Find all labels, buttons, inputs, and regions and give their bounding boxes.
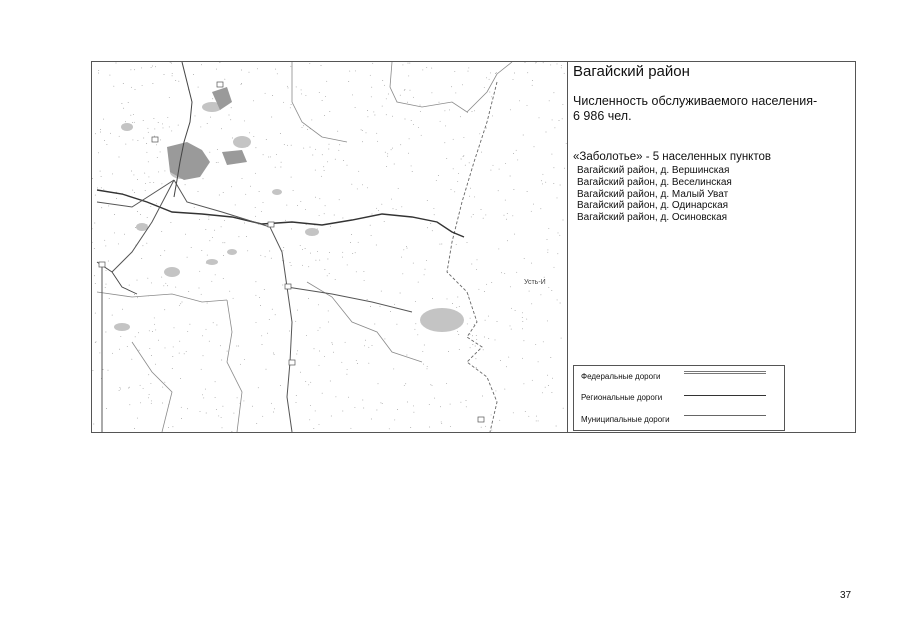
map-svg bbox=[92, 62, 567, 432]
village-item: Вагайский район, д. Осиновская bbox=[577, 212, 728, 224]
district-title: Вагайский район bbox=[573, 63, 690, 80]
legend-regional-line bbox=[684, 395, 766, 396]
forest-dot-pattern bbox=[92, 62, 567, 432]
info-panel bbox=[568, 62, 855, 432]
village-item: Вагайский район, д. Вершинская bbox=[577, 165, 730, 176]
legend-federal-line bbox=[684, 371, 766, 374]
road-legend bbox=[573, 365, 785, 431]
place-label-ust-i: Усть-И bbox=[524, 279, 546, 286]
village-item: Вагайский район, д. Веселинская bbox=[577, 176, 732, 188]
map-sheet-frame bbox=[91, 61, 856, 433]
district-border-east bbox=[447, 82, 497, 432]
district-boundaries bbox=[97, 62, 512, 432]
village-list bbox=[577, 165, 732, 224]
legend-municipal-label: Муниципальные дороги bbox=[581, 415, 670, 424]
population-label: Численность обслуживаемого населения- bbox=[573, 94, 818, 108]
population-value: 6 986 чел. bbox=[573, 109, 632, 123]
road-markers bbox=[99, 82, 484, 422]
page-number: 37 bbox=[840, 590, 852, 601]
legend-federal-label: Федеральные дороги bbox=[581, 372, 661, 381]
service-group-title: «Заболотье» - 5 населенных пунктов bbox=[573, 151, 771, 163]
legend-municipal-line bbox=[684, 415, 766, 416]
village-item: Вагайский район, д. Одинарская bbox=[577, 200, 729, 212]
main-river bbox=[97, 190, 464, 237]
legend-regional-label: Региональные дороги bbox=[581, 393, 663, 402]
district-map[interactable] bbox=[92, 62, 568, 432]
village-item: Вагайский район, д. Малый Уват bbox=[577, 188, 729, 200]
